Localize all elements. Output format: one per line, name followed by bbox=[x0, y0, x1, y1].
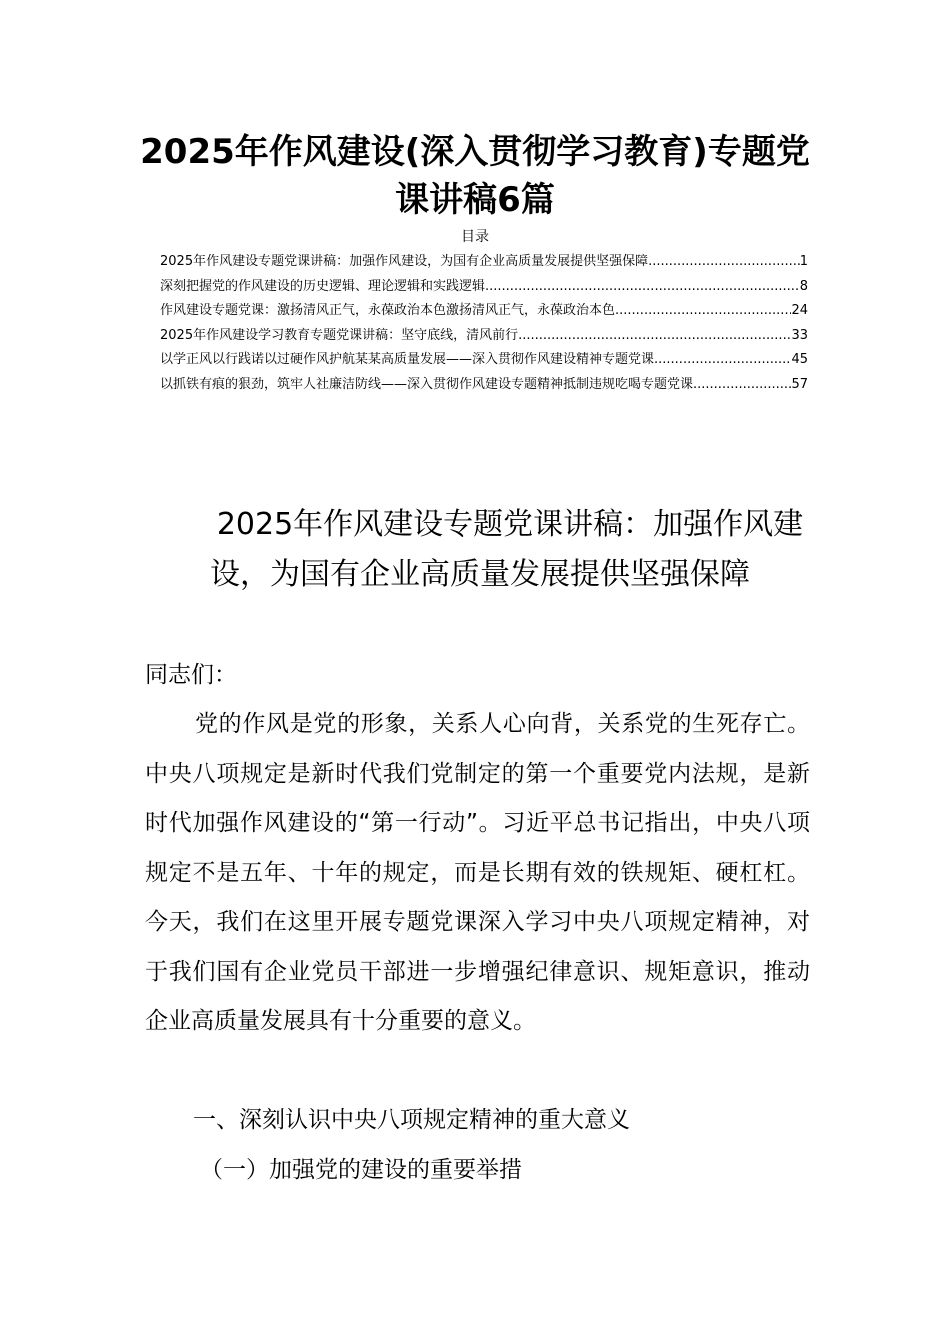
toc-entry-5[interactable] bbox=[160, 348, 808, 373]
toc-page-number: 8 bbox=[799, 278, 808, 294]
toc-leader-dots bbox=[518, 324, 791, 348]
toc-entry-4[interactable] bbox=[160, 324, 808, 349]
toc-entry-text: 深刻把握党的作风建设的历史逻辑、理论逻辑和实践逻辑 bbox=[160, 278, 486, 294]
toc-entry-3[interactable] bbox=[160, 299, 808, 324]
toc-page-number: 57 bbox=[791, 376, 808, 392]
section-title: 2025年作风建设专题党课讲稿：加强作风建设，为国有企业高质量发展提供坚强保障 bbox=[210, 507, 804, 592]
subsection-heading: （一）加强党的建设的重要举措 bbox=[200, 1157, 522, 1183]
toc-page-number: 33 bbox=[791, 327, 808, 343]
toc-leader-dots bbox=[615, 299, 791, 323]
toc-leader-dots bbox=[654, 348, 791, 372]
toc-leader-dots bbox=[693, 373, 791, 397]
toc-entry-6[interactable] bbox=[160, 373, 808, 398]
document-title: 2025年作风建设(深入贯彻学习教育)专题党课讲稿6篇 bbox=[140, 132, 810, 220]
toc-entry-text: 以学正风以行践诺以过硬作风护航某某高质量发展——深入贯彻作风建设精神专题党课 bbox=[160, 352, 655, 367]
toc-page-number: 45 bbox=[791, 352, 808, 367]
toc-page-number: 24 bbox=[791, 303, 808, 318]
toc-entry-1[interactable] bbox=[160, 250, 808, 275]
toc-entry-text: 2025年作风建设专题党课讲稿：加强作风建设，为国有企业高质量发展提供坚强保障 bbox=[160, 254, 649, 269]
toc-page-number: 1 bbox=[799, 254, 808, 269]
chapter-heading: 一、深刻认识中央八项规定精神的重大意义 bbox=[193, 1107, 630, 1133]
toc-leader-dots bbox=[485, 275, 800, 299]
toc-entry-2[interactable] bbox=[160, 275, 808, 300]
body-paragraph: 党的作风是党的形象，关系人心向背，关系党的生死存亡。中央八项规定是新时代我们党制定的第一个重要党内法规，是新时代加强作风建设的“第一行动”。习近平总书记指出，中央八项规定不是五年、十年的规定，而是长期有效的铁规矩、硬杠杠。今天，我们在这里开展专题党课深入学习中央八项规定精神，对于我们国有企业党员干部进一步增强纪律意识、规矩意识，推动企业高质量发展具有十分重要的意义。 bbox=[145, 711, 810, 1034]
toc-entry-text: 作风建设专题党课：激扬清风正气，永葆政治本色激扬清风正气，永葆政治本色 bbox=[160, 303, 616, 318]
salutation: 同志们： bbox=[145, 662, 237, 688]
table-of-contents bbox=[160, 250, 808, 397]
toc-leader-dots bbox=[648, 250, 800, 274]
toc-entry-text: 以抓铁有痕的狠劲，筑牢人社廉洁防线——深入贯彻作风建设专题精神抵制违规吃喝专题党课 bbox=[160, 376, 694, 392]
toc-entry-text: 2025年作风建设学习教育专题党课讲稿：坚守底线，清风前行 bbox=[160, 327, 519, 343]
toc-heading: 目录 bbox=[461, 229, 489, 245]
